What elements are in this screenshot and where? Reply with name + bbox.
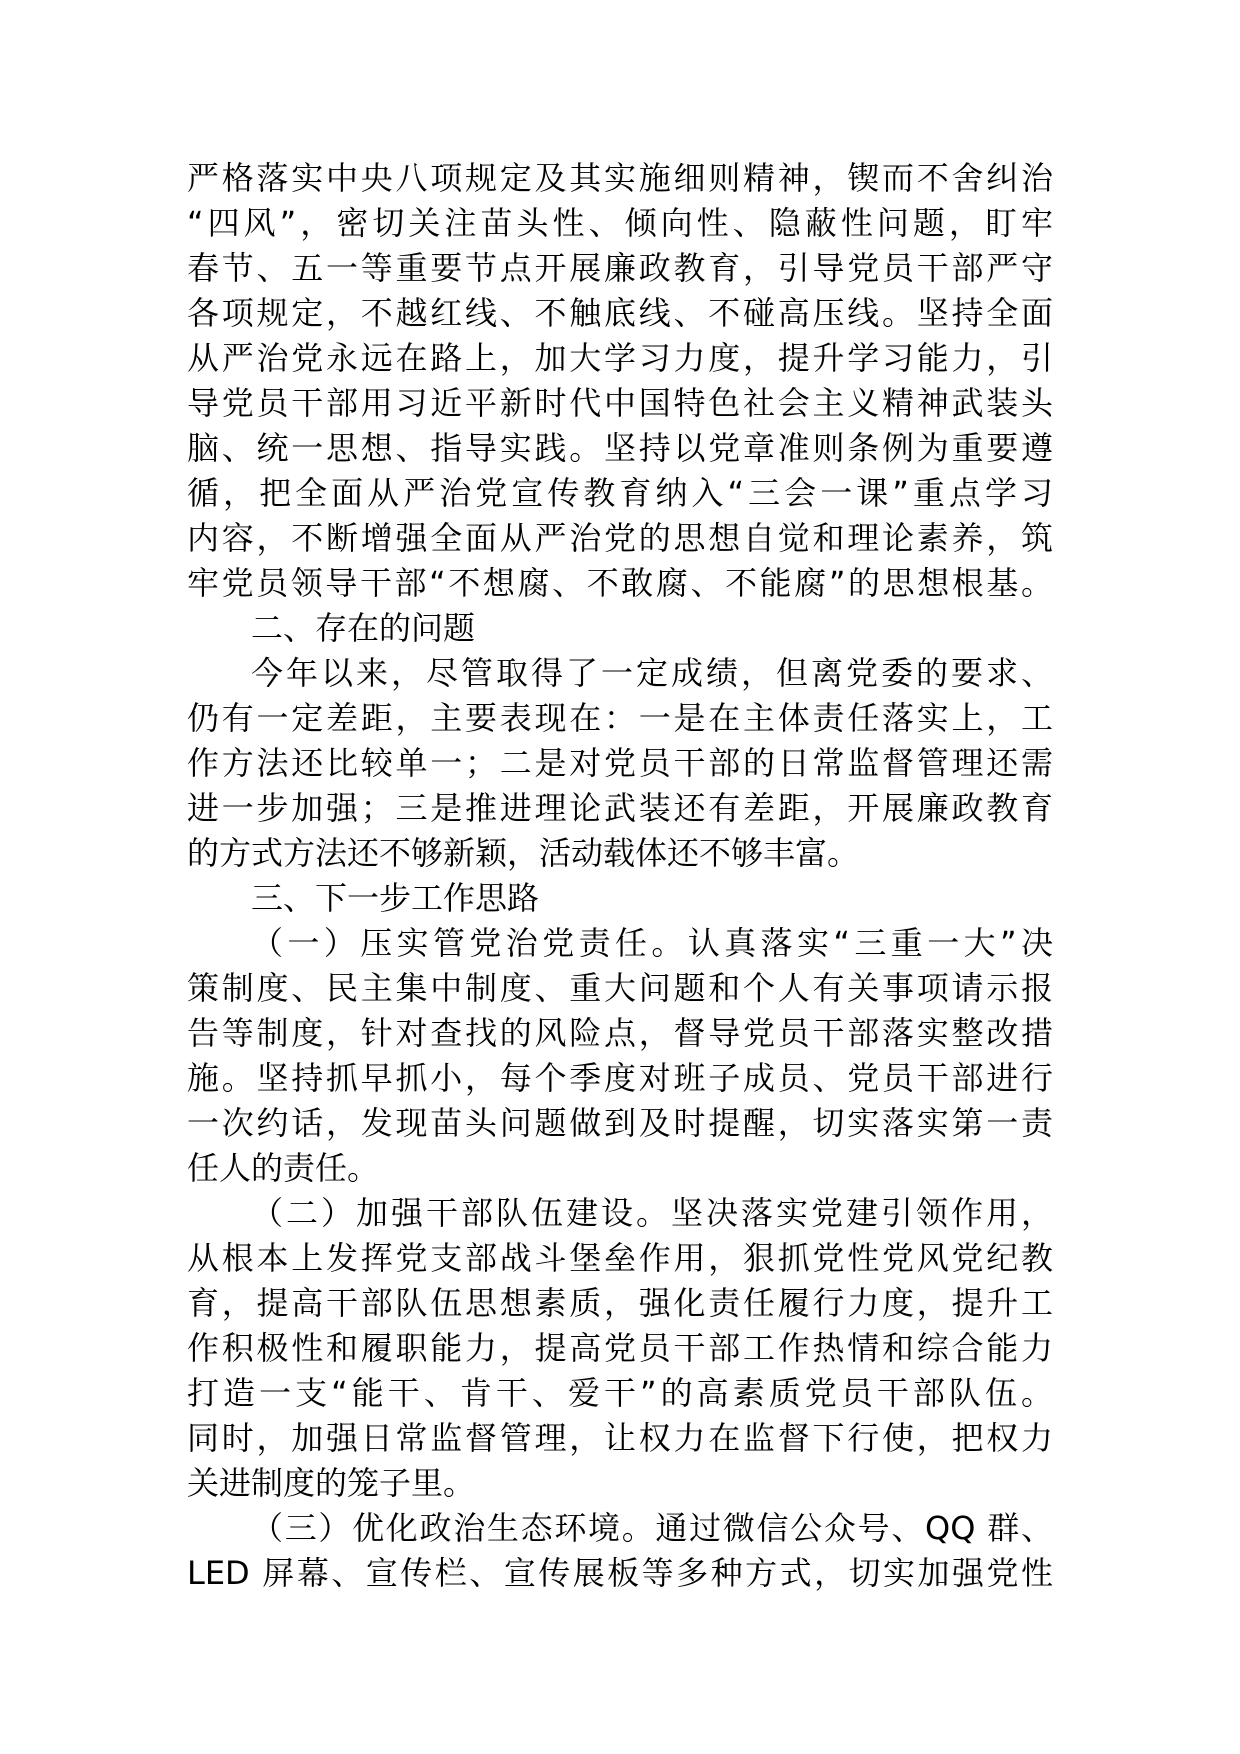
text-line: 告等制度，针对查找的风险点，督导党员干部落实整改措 — [187, 1014, 1053, 1052]
text-line: 育，提高干部队伍思想素质，强化责任履行力度，提升工 — [187, 1284, 1053, 1322]
text-line: 的方式方法还不够新颖，活动载体还不够丰富。 — [187, 834, 860, 872]
text-line: 进一步加强；三是推进理论武装还有差距，开展廉政教育 — [187, 789, 1053, 827]
text-line: 从根本上发挥党支部战斗堡垒作用，狠抓党性党风党纪教 — [187, 1239, 1053, 1277]
text-line: 作积极性和履职能力，提高党员干部工作热情和综合能力 — [187, 1329, 1053, 1367]
text-line: 牢党员领导干部“不想腐、不敢腐、不能腐”的思想根基。 — [187, 564, 1053, 602]
text-line: LED 屏幕、宣传栏、宣传展板等多种方式，切实加强党性 — [187, 1554, 1053, 1592]
text-line: 内容，不断增强全面从严治党的思想自觉和理论素养，筑 — [187, 519, 1053, 557]
text-line: 一次约话，发现苗头问题做到及时提醒，切实落实第一责 — [187, 1104, 1053, 1142]
text-line: 同时，加强日常监督管理，让权力在监督下行使，把权力 — [187, 1419, 1053, 1457]
text-line: 严格落实中央八项规定及其实施细则精神，锲而不舍纠治 — [187, 159, 1053, 197]
text-line: （三）优化政治生态环境。通过微信公众号、QQ 群、 — [251, 1509, 1053, 1547]
text-line: 各项规定，不越红线、不触底线、不碰高压线。坚持全面 — [187, 294, 1053, 332]
text-line: “四风”，密切关注苗头性、倾向性、隐蔽性问题，盯牢 — [187, 204, 1053, 242]
text-line: 仍有一定差距，主要表现在：一是在主体责任落实上，工 — [187, 699, 1053, 737]
text-line: 导党员干部用习近平新时代中国特色社会主义精神武装头 — [187, 384, 1053, 422]
text-line: 策制度、民主集中制度、重大问题和个人有关事项请示报 — [187, 969, 1053, 1007]
text-line: 作方法还比较单一；二是对党员干部的日常监督管理还需 — [187, 744, 1053, 782]
text-line: 从严治党永远在路上，加大学习力度，提升学习能力，引 — [187, 339, 1053, 377]
section-heading: 二、存在的问题 — [251, 609, 476, 647]
text-line: 打造一支“能干、肯干、爱干”的高素质党员干部队伍。 — [187, 1374, 1053, 1412]
text-line: 春节、五一等重要节点开展廉政教育，引导党员干部严守 — [187, 249, 1053, 287]
text-line: （一）压实管党治党责任。认真落实“三重一大”决 — [251, 924, 1053, 962]
text-line: 关进制度的笼子里。 — [187, 1464, 476, 1502]
text-line: 任人的责任。 — [187, 1149, 380, 1187]
text-line: 脑、统一思想、指导实践。坚持以党章准则条例为重要遵 — [187, 429, 1053, 467]
section-heading: 三、下一步工作思路 — [251, 879, 540, 917]
text-line: 循，把全面从严治党宣传教育纳入“三会一课”重点学习 — [187, 474, 1053, 512]
text-line: （二）加强干部队伍建设。坚决落实党建引领作用， — [251, 1194, 1053, 1232]
text-line: 今年以来，尽管取得了一定成绩，但离党委的要求、 — [251, 654, 1053, 692]
document-page — [187, 156, 1053, 1596]
text-line: 施。坚持抓早抓小，每个季度对班子成员、党员干部进行 — [187, 1059, 1053, 1097]
